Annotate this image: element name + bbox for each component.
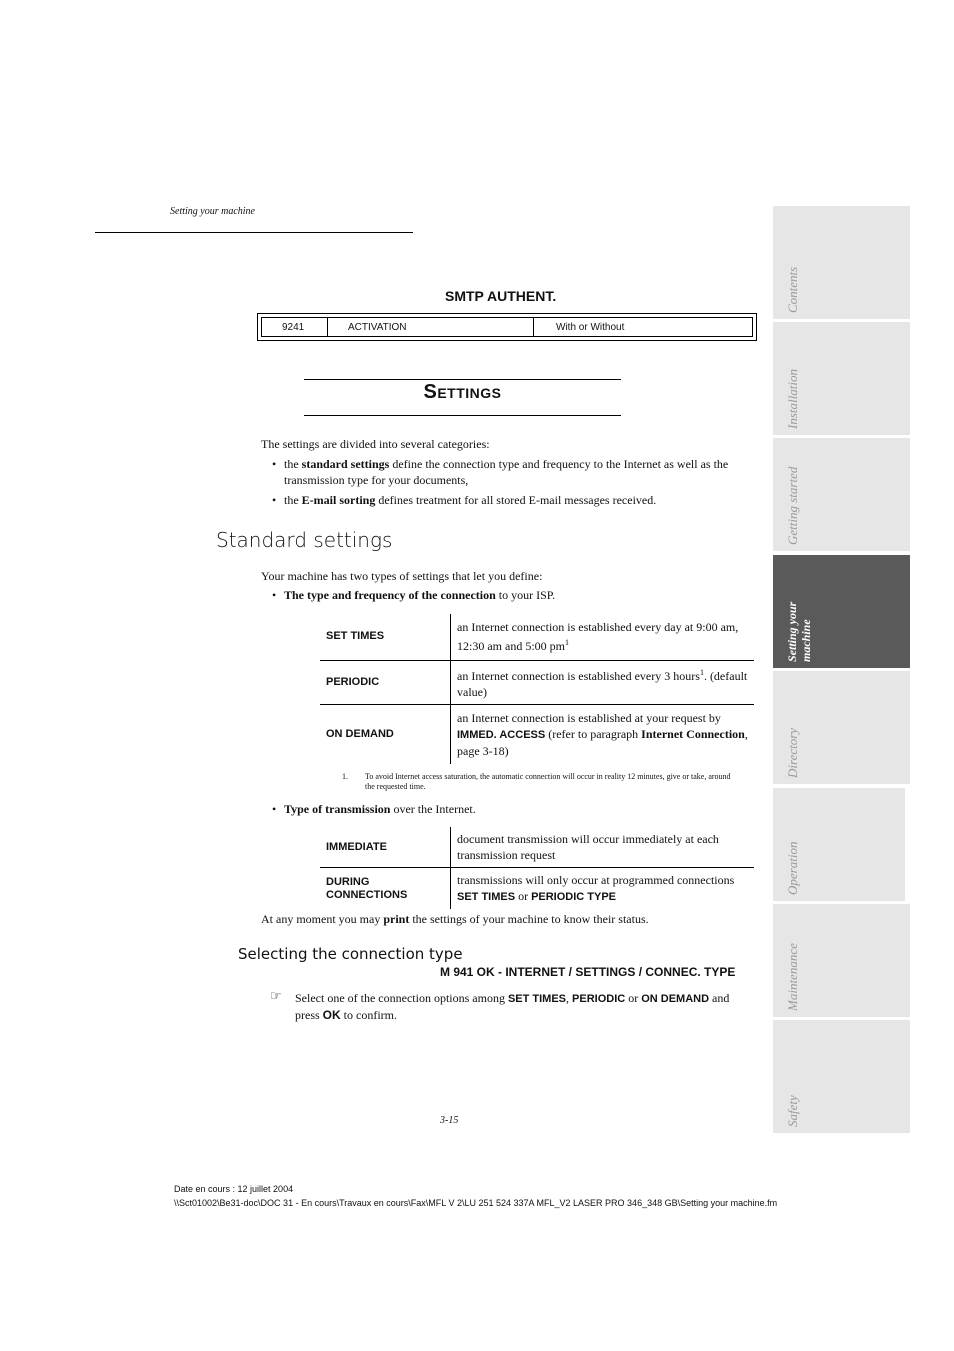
standard-settings-heading: Standard settings [216, 528, 393, 552]
header-rule [95, 232, 413, 233]
pointing-hand-icon: ☞ [270, 989, 282, 1004]
settings-title: Settings [423, 381, 502, 403]
row-desc: an Internet connection is established every day at 9:00 am, 12:30 am and 5:00 $pm^1$ [451, 614, 755, 660]
tab-safety[interactable]: Safety [773, 1020, 910, 1133]
row-desc: transmissions will only occur at programmed connections SET TIMES or PERIODIC TYPE [457, 873, 735, 903]
smtp-value: With or Without [556, 321, 625, 333]
connection-instruction: Select one of the connection options among SET TIMES, PERIODIC or ON DEMAND and press OK to confirm. [295, 991, 730, 1022]
tab-installation[interactable]: Installation [773, 322, 910, 435]
file-path: \\Sct01002\Be31-doc\DOC 31 - En cours\Travaux en cours\Fax\MFL V 2\LU 251 524 337A MFL_V2 LASER PRO 346_348 GB\Setting your machine.fm [174, 1198, 778, 1208]
settings-intro: The settings are divided into several categories: [261, 437, 490, 451]
table-row [320, 704, 754, 764]
table-row [320, 614, 754, 660]
row-desc: an Internet connection is established at your request by IMMED. ACCESS (refer to paragraph Internet Connection, page 3-18) [457, 710, 748, 758]
footnote: 1. To avoid Internet access saturation, the automatic connection will occur in reality 12 minutes, give or take, around the requested time. [342, 772, 731, 791]
standard-intro: Your machine has two types of settings that let you define: [261, 569, 543, 583]
row-desc: document transmission will occur immediately at each transmission request [451, 827, 755, 868]
file-date: Date en cours : 12 juillet 2004 [174, 1184, 294, 1194]
row-key: ON DEMAND [320, 704, 451, 764]
smtp-code: 9241 [262, 318, 328, 336]
smtp-title: SMTP AUTHENT. [445, 288, 557, 304]
tab-getting-started[interactable]: Getting started [773, 438, 910, 551]
smtp-name: ACTIVATION [328, 318, 534, 336]
settings-bullet-1: • the standard settings define the connection type and frequency to the Internet as well as the transmission type for your documents, [272, 457, 729, 487]
menu-path: M 941 OK - INTERNET / SETTINGS / CONNEC. TYPE [440, 965, 736, 979]
tab-operation[interactable]: Operation [773, 788, 905, 901]
table-row [320, 868, 754, 910]
settings-bullet-2: • the E-mail sorting defines treatment for all stored E-mail messages received. [272, 493, 657, 507]
title-rule-top [304, 379, 621, 380]
table-row [320, 660, 754, 704]
transmission-type-table [320, 827, 754, 909]
running-header: Setting your machine [170, 206, 255, 217]
tab-contents[interactable]: Contents [773, 206, 910, 319]
tab-setting-your-machine[interactable]: Setting your machine [773, 555, 910, 668]
smtp-table [257, 313, 757, 341]
tab-directory[interactable]: Directory [773, 671, 910, 784]
row-desc: an Internet connection is established every 3 hours$^1$. (default value) [451, 660, 755, 704]
connection-frequency-table [320, 614, 754, 764]
tab-maintenance[interactable]: Maintenance [773, 904, 910, 1017]
table-row [320, 827, 754, 868]
connection-type-heading: Selecting the connection type [238, 945, 463, 963]
standard-bullet-2: • Type of transmission over the Internet. [272, 802, 476, 816]
file-info [174, 1183, 794, 1212]
row-key: SET TIMES [320, 614, 451, 660]
row-key: PERIODIC [320, 660, 451, 704]
row-key: DURING CONNECTIONS [320, 868, 451, 910]
standard-bullet-1: • The type and frequency of the connection to your ISP. [272, 588, 556, 602]
page-number: 3-15 [440, 1115, 459, 1126]
title-rule-bottom [304, 415, 621, 416]
print-note: At any moment you may print the settings of your machine to know their status. [261, 912, 649, 926]
row-key: IMMEDIATE [320, 827, 451, 868]
